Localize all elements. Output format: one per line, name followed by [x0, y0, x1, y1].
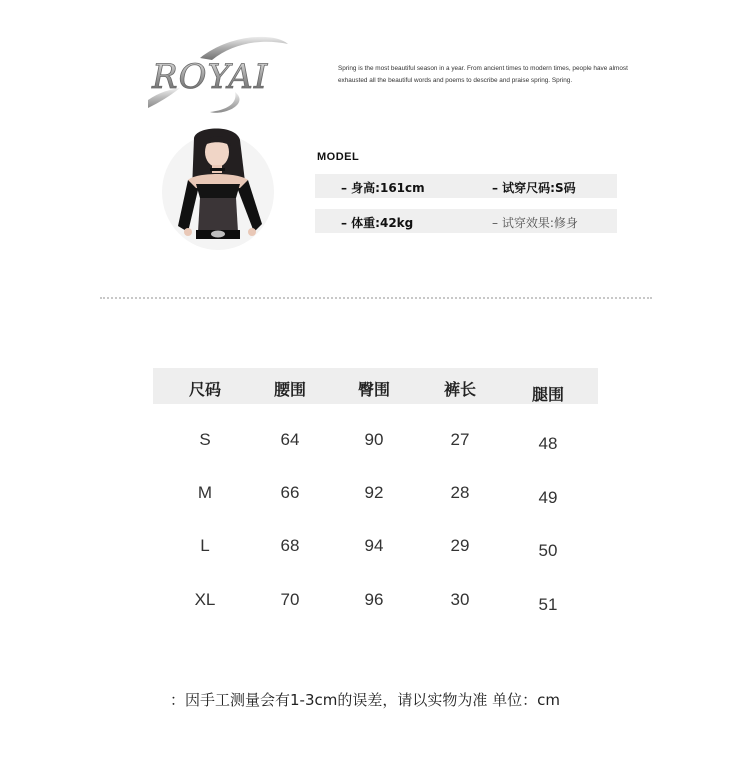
table-cell: 27	[450, 430, 470, 449]
brand-tagline: Spring is the most beautiful season in a year. From ancient times to modern times, people have almost exhausted all the beautiful words and poems to describe and praise spring. Spring.	[338, 65, 628, 84]
section-divider	[100, 297, 652, 299]
model-heading: MODEL	[317, 151, 360, 163]
table-cell: 68	[280, 536, 300, 555]
table-cell: XL	[194, 590, 216, 609]
model-fit: – 试穿效果:修身	[492, 216, 578, 230]
table-cell: 30	[450, 590, 470, 609]
table-cell: 29	[450, 536, 470, 555]
header-thigh: 腿围	[531, 385, 564, 404]
table-cell: 66	[280, 483, 300, 502]
table-cell: 51	[538, 595, 558, 614]
brand-logo	[140, 30, 290, 118]
table-cell: M	[197, 483, 213, 502]
model-weight: – 体重:42kg	[341, 216, 414, 230]
measurement-note: ：因手工测量会有1-3cm的误差，请以实物为准 单位：cm	[170, 691, 560, 709]
model-photo	[160, 128, 276, 252]
table-cell: 92	[364, 483, 384, 502]
table-cell: S	[199, 430, 211, 449]
table-cell: 70	[280, 590, 300, 609]
header-waist: 腰围	[273, 380, 306, 399]
model-info-row-2	[315, 209, 617, 233]
table-cell: 50	[538, 541, 558, 560]
model-height: – 身高:161cm	[341, 181, 425, 195]
table-cell: 90	[364, 430, 384, 449]
model-info-row-1	[315, 174, 617, 198]
table-cell: 49	[538, 488, 558, 507]
table-cell: 94	[364, 536, 384, 555]
table-cell: L	[200, 536, 210, 555]
table-cell: 48	[538, 434, 558, 453]
header-size: 尺码	[188, 380, 221, 399]
table-cell: 96	[364, 590, 384, 609]
table-cell: 28	[450, 483, 470, 502]
table-cell: 64	[280, 430, 300, 449]
logo-lettering: ROYAI	[152, 57, 269, 97]
model-trial-size: – 试穿尺码:S码	[492, 181, 576, 195]
header-length: 裤长	[443, 380, 476, 399]
header-hip: 臀围	[357, 380, 390, 399]
